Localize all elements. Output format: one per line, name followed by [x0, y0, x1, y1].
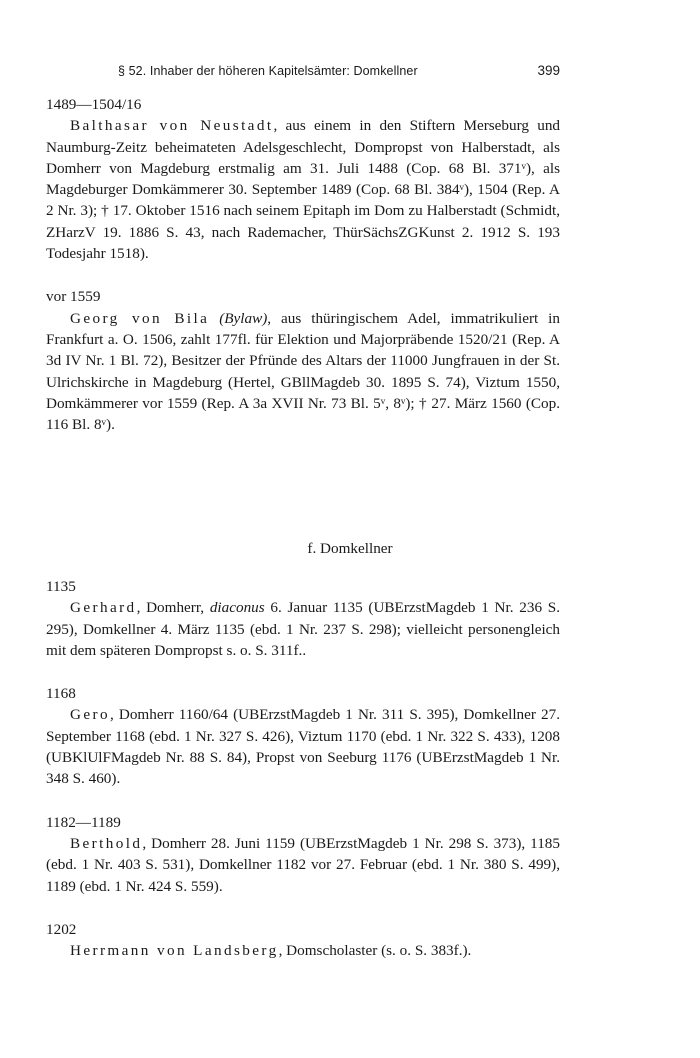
entry-herrmann	[46, 919, 560, 962]
person-name: Balthasar von Neustadt	[70, 117, 274, 135]
entries-top	[46, 94, 560, 435]
entry-text	[46, 115, 560, 264]
entry-balthasar	[46, 94, 560, 264]
person-name: Berthold	[70, 834, 143, 852]
entry-date: 1202	[46, 920, 77, 938]
entry-pre: , Domherr,	[136, 599, 210, 617]
entry-text	[46, 704, 560, 789]
entry-body: , Domherr 28. Juni 1159 (UBErzstMagdeb 1 Nr. 298 S. 373), 1185 (ebd. 1 Nr. 403 S. 531), Domkellner 1182 vor 27. Februar (ebd. 1 Nr. 380 S. 499), 1189 (ebd. 1 Nr. 424 S. 559).	[46, 834, 560, 895]
entry-date: 1168	[46, 685, 76, 703]
entry-date: 1489—1504/16	[46, 96, 142, 113]
entry-body: , Domscholaster (s. o. S. 383f.).	[278, 942, 472, 960]
name-variant: (Bylaw)	[219, 309, 268, 327]
entries-bottom	[46, 576, 560, 961]
header-title: § 52. Inhaber der höheren Kapitelsämter: Domkellner	[118, 64, 418, 78]
entry-italic: diaconus	[209, 599, 265, 617]
entry-gerhard	[46, 576, 560, 661]
page-number: 399	[537, 63, 560, 78]
section-heading: f. Domkellner	[307, 540, 393, 557]
entry-gero	[46, 683, 560, 789]
entry-text	[46, 308, 560, 436]
entry-text	[46, 833, 560, 897]
entry-date: vor 1559	[46, 288, 101, 306]
entry-date: 1135	[46, 578, 76, 595]
person-name: Herrmann von Landsberg	[70, 942, 279, 960]
entry-georg	[46, 286, 560, 435]
entry-berthold	[46, 812, 560, 897]
person-name: Gero	[70, 706, 110, 724]
entry-body: , aus thüringischem Adel, immatrikuliert in Frankfurt a. O. 1506, zahlt 177fl. für Elektion und Majorpräbende 1520/21 (Rep. A 3d IV Nr. 1 Bl. 72), Besitzer der Pfründe des Altars der 11000 Jungfrauen in der St. Ulrichskirche in Magdeburg (Hertel, GBllMagdeb 30. 1895 S. 74), Viztum 1550, Domkämmerer vor 1559 (Rep. A 3a XVII Nr. 73 Bl. 5ᵛ, 8ᵛ); † 27. März 1560 (Cop. 116 Bl. 8ᵛ).	[46, 309, 560, 434]
person-name: Georg von Bila	[70, 309, 210, 327]
entry-text	[46, 940, 560, 961]
entry-body: 6. Januar 1135 (UBErzstMagdeb 1 Nr. 236 S. 295), Domkellner 4. März 1135 (ebd. 1 Nr. 237 S. 298); vielleicht personengleich mit dem späteren Dompropst s. o. S. 311f..	[46, 599, 561, 659]
entry-text	[46, 597, 560, 661]
person-name: Gerhard	[70, 599, 137, 617]
entry-body: , Domherr 1160/64 (UBErzstMagdeb 1 Nr. 311 S. 395), Domkellner 27. September 1168 (ebd. 1 Nr. 327 S. 426), Viztum 1170 (ebd. 1 Nr. 322 S. 433), 1208 (UBKlUlFMagdeb Nr. 88 S. 84), Propst von Seeburg 1176 (UBErzstMagdeb 1 Nr. 348 S. 460).	[46, 706, 560, 788]
entry-date: 1182—1189	[46, 813, 121, 831]
entry-body: , aus einem in den Stiftern Merseburg und Naumburg-Zeitz beheimateten Adelsgeschlecht, Dompropst von Halberstadt, als Domherr von Magdeburg erstmalig am 31. Juli 1488 (Cop. 68 Bl. 371ᵛ), als Magdeburger Domkämmerer 30. September 1489 (Cop. 68 Bl. 384ᵛ), 1504 (Rep. A 2 Nr. 3); † 17. Oktober 1516 nach seinem Epitaph im Dom zu Halberstadt (Schmidt, ZHarzV 19. 1886 S. 43, nach Rademacher, ThürSächsZGKunst 2. 1912 S. 193 Todesjahr 1518).	[46, 117, 561, 263]
